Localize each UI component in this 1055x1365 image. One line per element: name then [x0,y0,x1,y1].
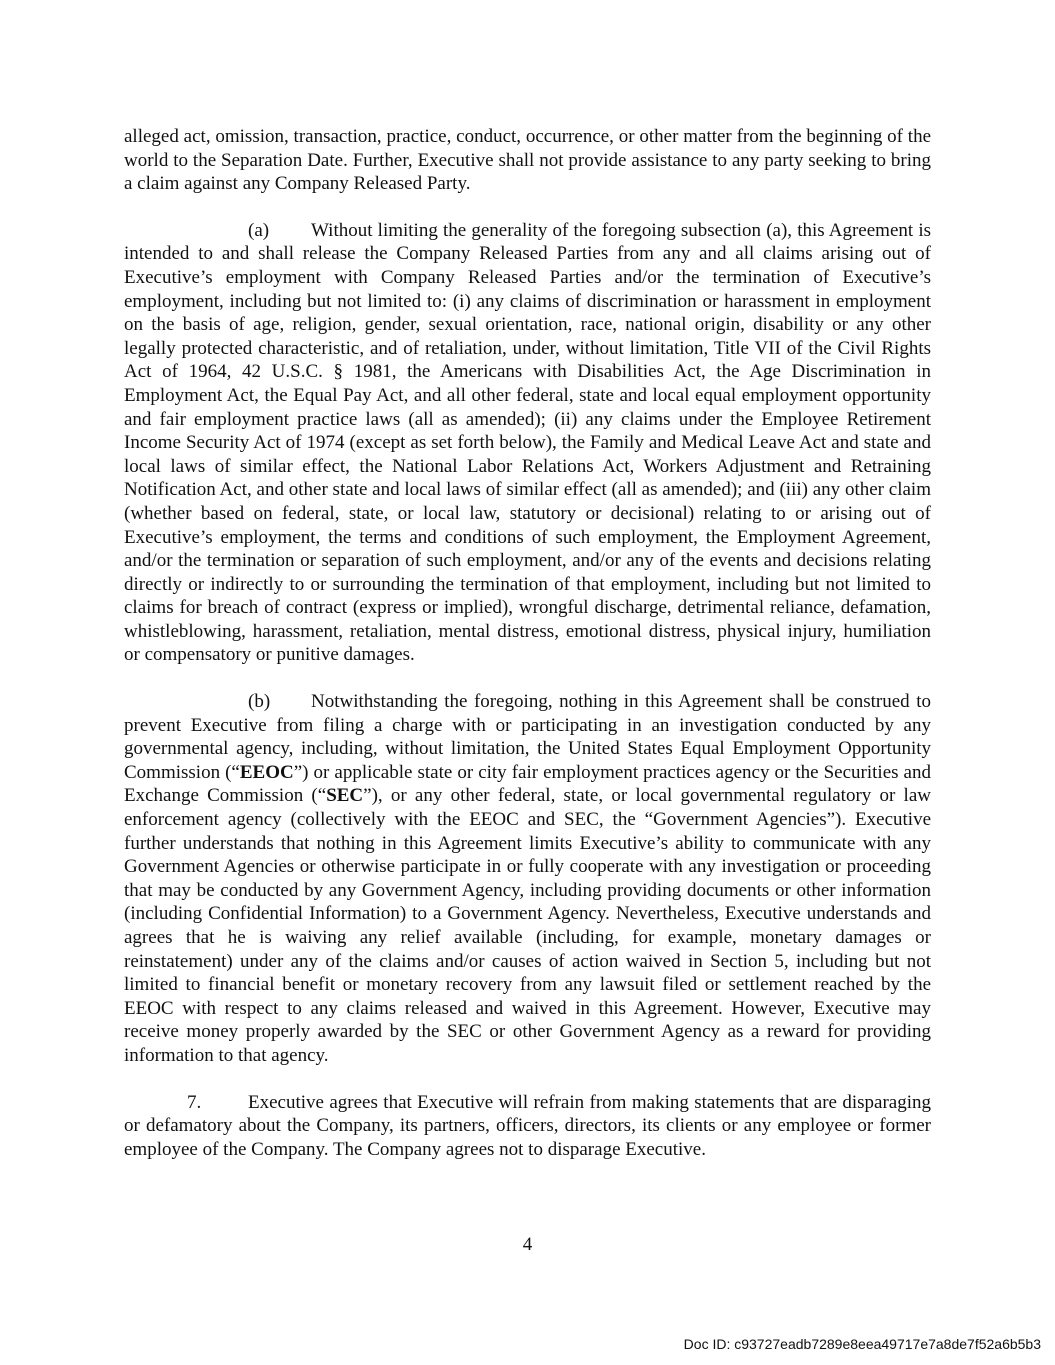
subsection-b-text-2: ”) or applicable state or city fair employment practices agency or the Securities and Exchange Commission (“ [124,761,931,807]
page-number: 4 [522,1234,533,1255]
section-7 [124,1091,931,1162]
section-7-text: Executive agrees that Executive will refrain from making statements that are disparaging or defamatory about the Company, its partners, officers, directors, its clients or any employee or former employee of the Company. The Company agrees not to disparage Executive. [124,1091,931,1160]
section-7-number: 7. [187,1091,202,1113]
defined-term-eeoc: EEOC [239,761,294,783]
subsection-b-label: (b) [248,691,271,713]
subsection-b [124,690,931,1068]
subsection-b-text-3: ”), or any other federal, state, or local governmental regulatory or law enforcement agency (collectively with the EEOC and SEC, the “Government Agencies”). Executive further understands that nothing in this Agreement limits Executive’s ability to communicate with any Government Agencies or otherwise participate in or fully cooperate with any investigation or proceeding that may be conducted by any Government Agency, including providing documents or other information (including Confidential Information) to a Government Agency. Nevertheless, Executive understands and agrees that he is waiving any relief available (including, for example, monetary damages or reinstatement) under any of the claims and/or causes of action waived in Section 5, including but not limited to financial benefit or monetary recovery from any lawsuit filed or settlement reached by the EEOC with respect to any claims released and waived in this Agreement. However, Executive may receive money properly awarded by the SEC or other Government Agency as a reward for providing information to that agency. [124,785,931,1066]
subsection-b-text-1: Notwithstanding the foregoing, nothing in this Agreement shall be construed to prevent Executive from filing a charge with or participating in an investigation conducted by any governmental agency, including, without limitation, the United States Equal Employment Opportunity Commission (“ [124,691,931,783]
continuation-paragraph: alleged act, omission, transaction, practice, conduct, occurrence, or other matter from the beginning of the world to the Separation Date. Further, Executive shall not provide assistance to any party seeking to bring a claim against any Company Released Party. [124,126,931,195]
document-page [124,125,931,1161]
doc-id-footer: Doc ID: c93727eadb7289e8eea49717e7a8de7f52a6b5b3 [683,1336,1041,1352]
defined-term-sec: SEC [326,785,364,807]
subsection-a-label: (a) [248,219,270,241]
subsection-a-text: Without limiting the generality of the foregoing subsection (a), this Agreement is intended to and shall release the Company Released Parties from any and all claims arising out of Executive’s employment with Company Released Parties and/or the termination of Executive’s employment, including but not limited to: (i) any claims of discrimination or harassment in employment on the basis of age, religion, gender, sexual orientation, race, national origin, disability or any other legally protected characteristic, and of retaliation, under, without limitation, Title VII of the Civil Rights Act of 1964, 42 U.S.C. § 1981, the Americans with Disabilities Act, the Age Discrimination in Employment Act, the Equal Pay Act, and all other federal, state and local equal employment opportunity and fair employment practice laws (all as amended); (ii) any claims under the Employee Retirement Income Security Act of 1974 (except as set forth below), the Family and Medical Leave Act and state and local laws of similar effect, the National Labor Relations Act, Workers Adjustment and Retraining Notification Act, and other state and local laws of similar effect (all as amended); and (iii) any other claim (whether based on federal, state, or local law, statutory or decisional) relating to or arising out of Executive’s employment, the terms and conditions of such employment, the Employment Agreement, and/or the termination or separation of such employment, and/or any of the events and decisions relating directly or indirectly to or surrounding the termination of that employment, including but not limited to claims for breach of contract (express or implied), wrongful discharge, detrimental reliance, defamation, whistleblowing, harassment, retaliation, mental distress, emotional distress, physical injury, humiliation or compensatory or punitive damages. [124,219,931,666]
subsection-a [124,219,931,667]
